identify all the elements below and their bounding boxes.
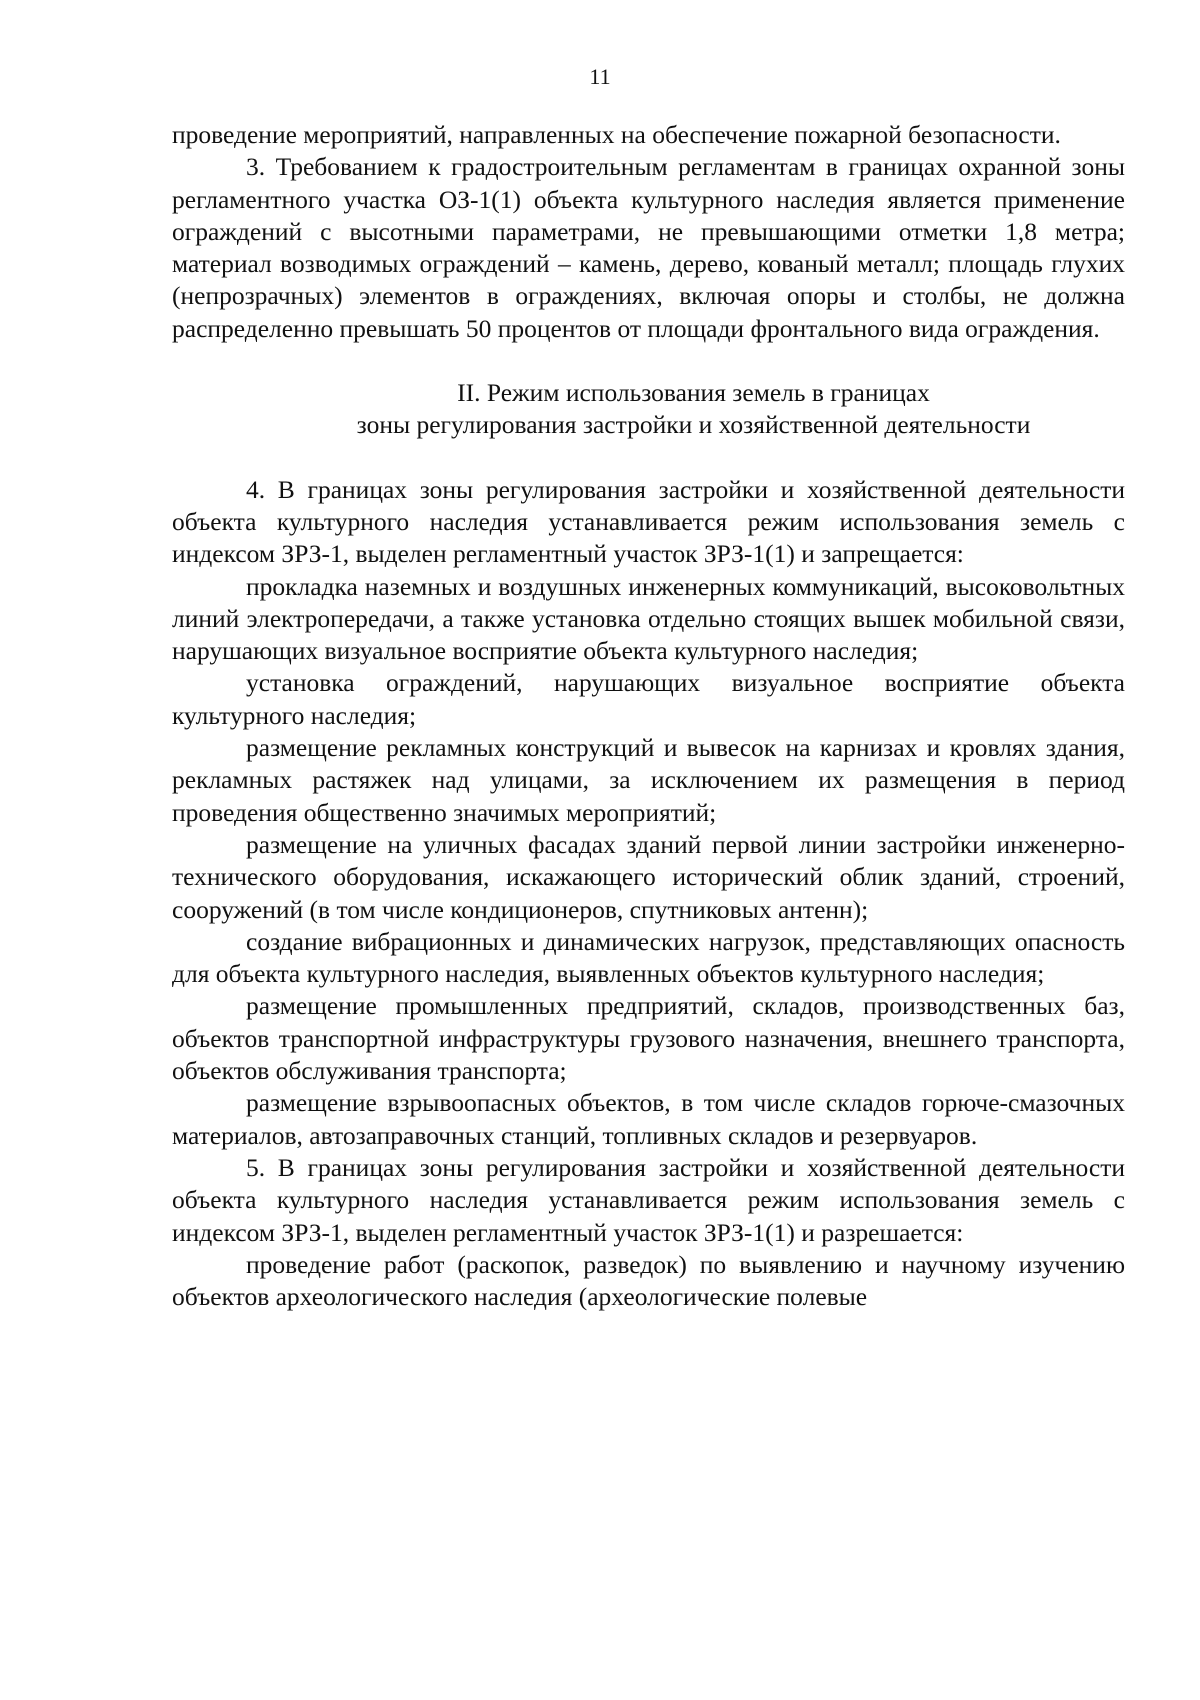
paragraph-prohibition-fences: установка ограждений, нарушающих визуальное восприятие объекта культурного наследия; [172, 668, 1125, 730]
paragraph-item-5-permissions: 5. В границах зоны регулирования застройки и хозяйственной деятельности объекта культурного наследия устанавливается режим использования земель с индексом ЗРЗ-1, выделен регламентный участок ЗРЗ-1(1) и разрешается: [172, 1152, 1125, 1247]
paragraph-prohibition-facade-equipment: размещение на уличных фасадах зданий первой линии застройки инженерно-технического оборудования, искажающего исторический облик зданий, строений, сооружений (в том числе кондиционеров, спутниковых антенн); [172, 829, 1125, 924]
page-number: 11 [589, 64, 611, 89]
paragraph-prohibition-communications: прокладка наземных и воздушных инженерных коммуникаций, высоковольтных линий электропередачи, а также установка отдельно стоящих вышек мобильной связи, нарушающих визуальное восприятие объекта культурного наследия; [172, 571, 1125, 666]
paragraph-prohibition-industrial: размещение промышленных предприятий, складов, производственных баз, объектов транспортной инфраструктуры грузового назначения, внешнего транспорта, объектов обслуживания транспорта; [172, 991, 1125, 1086]
paragraph-item-4-prohibitions: 4. В границах зоны регулирования застройки и хозяйственной деятельности объекта культурного наследия устанавливается режим использования земель с индексом ЗРЗ-1, выделен регламентный участок ЗРЗ-1(1) и запрещается: [172, 474, 1125, 569]
section-heading-line-1: II. Режим использования земель в границах [457, 378, 930, 408]
paragraph-prohibition-vibration: создание вибрационных и динамических нагрузок, представляющих опасность для объекта культурного наследия, выявленных объектов культурного наследия; [172, 926, 1125, 989]
section-heading-line-2: зоны регулирования застройки и хозяйственной деятельности [356, 410, 1031, 440]
paragraph-prohibition-explosive: размещение взрывоопасных объектов, в том числе складов горюче-смазочных материалов, автозаправочных станций, топливных складов и резервуаров. [172, 1088, 1125, 1150]
paragraph-permission-archaeology: проведение работ (раскопок, разведок) по выявлению и научному изучению объектов археологического наследия (археологические полевые [172, 1249, 1125, 1312]
paragraph-fire-safety-continuation: проведение мероприятий, направленных на обеспечение пожарной безопасности. [172, 120, 1061, 149]
paragraph-item-3-fence-requirements: 3. Требованием к градостроительным регламентам в границах охранной зоны регламентного участка ОЗ-1(1) объекта культурного наследия является применение ограждений с высотными параметрами, не превышающими отметки 1,8 метра; материал возводимых ограждений – камень, дерево, кованый металл; площадь глухих (непрозрачных) элементов в ограждениях, включая опоры и столбы, не должна распределенно превышать 50 процентов от площади фронтального вида ограждения. [172, 152, 1125, 343]
document-body [172, 119, 1125, 1313]
section-heading [172, 377, 1125, 442]
paragraph-prohibition-advertising: размещение рекламных конструкций и вывесок на карнизах и кровлях здания, рекламных растяжек над улицами, за исключением их размещения в период проведения общественно значимых мероприятий; [172, 733, 1125, 827]
